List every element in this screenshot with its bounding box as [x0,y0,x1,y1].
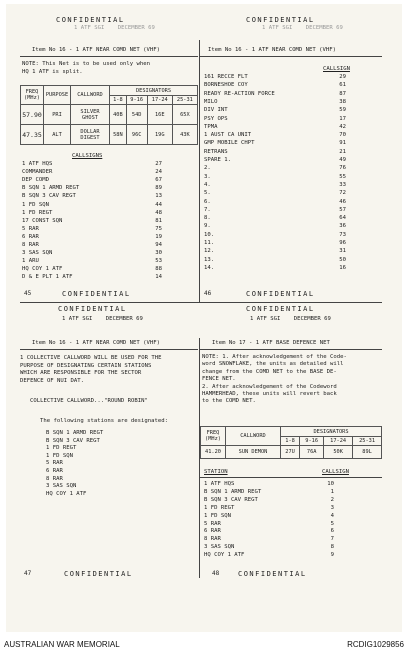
list-item [22,185,162,192]
list-item [204,132,346,139]
list-item [22,177,162,184]
q1-th-designators: DESIGNATORS [110,86,198,96]
callsign-value: 72 [339,190,346,197]
list-item [204,481,334,488]
q4-station-header: STATION [204,469,228,475]
q4-desig-cell: 50K [324,446,353,459]
list-item [204,215,346,222]
station-name: 3 SAS SQN [22,250,53,257]
list-item [204,240,346,247]
list-item: B SQN 1 ARMD REGT [46,430,104,436]
q3-page-number: 47 [24,570,32,577]
q1-freq-cell: 57.90 [21,105,44,125]
q1-desig-cell: 19G [147,125,172,145]
callsign-value: 9 [330,552,334,559]
q4-frequency-table [200,426,382,459]
list-item: HQ COY 1 ATF [46,490,87,497]
q2-footer: CONFIDENTIAL [246,290,315,298]
station-name: B SQN 3 CAV REGT [22,193,76,200]
q2-page-number: 46 [204,290,212,297]
q4-th-d1: 1-8 [281,437,300,446]
q1-th-freq: FREQ (MHz) [21,86,44,105]
note-line: to the COMD NET. [202,398,256,405]
station-name: 7. [204,206,211,213]
note-line: 2. After acknowledgement of the Codeword [202,383,337,390]
callsign-value: 10 [327,481,334,487]
q2-subheader: 1 ATF SGI DECEMBER 69 [262,25,343,31]
q4-th-freq: FREQ (MHz) [201,427,226,446]
list-item [22,193,162,200]
paragraph-line: DEFENCE OF NUI DAT. [20,377,84,384]
list-item [204,190,346,197]
q1-note-line2: HQ 1 ATF is split. [22,69,83,75]
list-item [204,207,346,214]
paragraph-line: 1 COLLECTIVE CALLWORD WILL BE USED FOR THE [20,355,162,361]
note-line: FENCE NET. [202,376,236,383]
callsign-value: 27 [155,161,162,167]
callsign-value: 16 [339,264,346,271]
list-item: 5 RAR [46,460,63,467]
station-name: D & E PLT 1 ATF [22,274,73,281]
callsign-value: 87 [339,90,346,97]
station-name: 6 RAR [22,233,39,240]
paragraph-line: PURPOSE OF DESIGNATING CERTAIN STATIONS [20,362,152,369]
q1-th-d1: 1-8 [110,96,127,105]
callsign-value: 3 [330,504,334,511]
list-item [22,218,162,225]
callsign-value: 5 [330,520,334,527]
q4-callword-cell: SUN DEMON [226,446,281,459]
table-row [201,446,382,459]
list-item [204,248,346,255]
station-name: 161 RECCE FLT [204,74,248,80]
note-line: change from the COMD NET to the BASE DE- [202,368,337,375]
station-name: 1 FD SQN [204,512,231,519]
callsign-value: 64 [339,215,346,222]
station-name: 6. [204,198,211,205]
q4-title-rule [200,349,382,350]
paragraph-line: WHICH ARE RESPONSIBLE FOR THE SECTOR [20,370,142,376]
callsign-value: 24 [155,169,162,176]
list-item [22,242,162,249]
station-name: 5 RAR [204,520,221,527]
list-item: 1 FD SQN [46,452,73,459]
callsign-value: 57 [339,206,346,213]
callsign-value: 42 [339,123,346,130]
callsign-value: 48 [155,209,162,216]
q2-title: Item No 16 - 1 ATF NEAR COMD NET (VHF) [208,47,336,53]
list-item [204,513,334,520]
station-name: B SQN 1 ARMD REGT [22,185,80,192]
q3-footer: CONFIDENTIAL [64,570,133,578]
list-item [22,234,162,241]
station-name: HQ COY 1 ATF [22,266,63,273]
station-name: 5 RAR [22,225,39,232]
callsign-value: 30 [155,250,162,257]
station-name: BORNESHOE COY [204,82,248,89]
station-name: READY RE-ACTION FORCE [204,90,275,97]
station-name: 9. [204,223,211,230]
station-name: 1 ARU [22,258,39,265]
archive-id: RCDIG1029856 [347,640,404,649]
q1-frequency-table [20,85,198,145]
station-name: RETRANS [204,148,228,155]
list-item [204,505,334,512]
q3-collective-callword: COLLECTIVE CALLWORD..."ROUND ROBIN" [30,398,148,404]
station-name: MILO [204,98,218,105]
callsign-value: 59 [339,107,346,114]
q3-subheader: 1 ATF SGI DECEMBER 69 [62,316,143,322]
callsign-value: 67 [155,177,162,184]
callsign-value: 75 [155,225,162,232]
q1-desig-cell: 40B [110,105,127,125]
station-name: 4. [204,181,211,188]
q1-desig-cell: 16E [147,105,172,125]
station-name: 5. [204,190,211,197]
q1-title: Item No 16 - 1 ATF NEAR COMD NET (VHF) [32,47,160,53]
station-name: 8. [204,215,211,222]
station-name: 1 FD SQN [22,201,49,208]
list-item [22,202,162,209]
list-item [204,82,346,89]
callsign-value: 61 [339,82,346,89]
q1-callsigns-header: CALLSIGNS [72,153,103,159]
station-name: 13. [204,256,215,263]
q4-title: Item No 17 - 1 ATF BASE DEFENCE NET [212,340,330,346]
list-item [22,161,162,168]
list-item [204,497,334,504]
q1-note-line1: NOTE: This Net is to be used only when [22,61,150,67]
q1-desig-cell: 43K [172,125,197,145]
callsign-value: 53 [155,258,162,265]
q1-th-d4: 25-31 [172,96,197,105]
callsign-value: 88 [155,266,162,273]
q1-freq-cell: 47.35 [21,125,44,145]
q3-title: Item No 16 - 1 ATF NEAR COMD NET (VHF) [32,340,160,346]
callsign-value: 70 [339,132,346,139]
station-name: 3. [204,173,211,180]
note-line: word SNOWFLAKE, the units as detailed will [202,361,344,368]
q4-th-d4: 25-31 [353,437,382,446]
station-name: 11. [204,240,215,246]
list-item [22,258,162,265]
station-name: 1 ATF HQS [22,161,53,167]
station-name: B SQN 1 ARMD REGT [204,488,262,495]
callsign-value: 46 [339,198,346,205]
q1-subheader: 1 ATF SGI DECEMBER 69 [74,25,155,31]
list-item [204,107,346,114]
q1-th-d3: 17-24 [147,96,172,105]
q2-confidential-header: CONFIDENTIAL [246,16,315,24]
list-item [204,521,334,528]
station-name: DEP COMD [22,177,49,184]
note-line: NOTE: 1. After acknowledgement of the Code- [202,354,347,360]
station-name: 3 SAS SQN [204,544,235,551]
callsign-value: 55 [339,173,346,180]
callsign-value: 91 [339,140,346,147]
list-item [204,265,346,272]
q1-th-purpose: PURPOSE [44,86,71,105]
callsign-value: 81 [155,217,162,224]
q1-th-d2: 9-16 [126,96,147,105]
callsign-value: 33 [339,181,346,188]
archive-credit: AUSTRALIAN WAR MEMORIAL [4,640,120,649]
q1-th-callword: CALLWORD [71,86,110,105]
station-name: 1 AUST CA UNIT [204,132,252,139]
callsign-value: 94 [155,242,162,248]
station-name: SPARE 1. [204,157,231,163]
q4-th-d2: 9-16 [300,437,324,446]
horizontal-divider [20,302,382,303]
callsign-value: 36 [339,223,346,230]
table-row [21,105,198,125]
list-item [204,257,346,264]
list-item [204,552,334,559]
station-name: 8 RAR [204,536,221,543]
q4-page-number: 48 [212,570,220,577]
station-name: 12. [204,248,215,255]
station-name: B SQN 3 CAV REGT [204,496,258,503]
q1-purpose-cell: PRI [44,105,71,125]
q1-confidential-header: CONFIDENTIAL [56,16,125,24]
callsign-value: 19 [155,233,162,240]
list-item [22,274,162,281]
list-item [22,266,162,273]
q4-th-designators: DESIGNATORS [281,427,382,437]
list-item [204,232,346,239]
q3-title-rule [20,349,198,350]
list-item [204,157,346,164]
callsign-value: 76 [339,165,346,172]
callsign-value: 14 [155,274,162,281]
q1-title-rule [20,56,198,57]
list-item: 8 RAR [46,475,63,482]
q4-th-d3: 17-24 [324,437,353,446]
callsign-value: 2 [330,496,334,503]
station-name: 14. [204,264,215,271]
station-name: DIV INT [204,107,228,114]
list-item [22,210,162,217]
q1-desig-cell: 96C [126,125,147,145]
q4-desig-cell: 76A [300,446,324,459]
list-item: 3 SAS SQN [46,483,77,490]
q4-th-callword: CALLWORD [226,427,281,446]
callsign-value: 38 [339,98,346,105]
callsign-value: 21 [339,148,346,155]
q4-footer: CONFIDENTIAL [238,570,307,578]
q4-freq-cell: 41.20 [201,446,226,459]
q1-desig-cell: 58N [110,125,127,145]
station-name: 1 FD REGT [22,209,53,216]
q2-title-rule [200,56,382,57]
station-name: 8 RAR [22,242,39,248]
q4-callsign-header: CALLSIGN [322,469,349,475]
list-item [204,165,346,172]
list-item: B SQN 3 CAV REGT [46,437,100,444]
note-line: HAMMERHEAD, these units will revert back [202,391,337,397]
q1-footer: CONFIDENTIAL [62,290,131,298]
callsign-value: 7 [330,536,334,543]
q4-desig-cell: 27U [281,446,300,459]
list-item [204,91,346,98]
callsign-value: 89 [155,185,162,192]
callsign-value: 96 [339,240,346,246]
vertical-divider [199,40,200,302]
station-name: 2. [204,165,211,172]
station-name: GMP MOBILE CHPT [204,140,255,147]
q4-subheader: 1 ATF SGI DECEMBER 69 [250,316,331,322]
callsign-value: 29 [339,74,346,80]
list-item: 6 RAR [46,468,63,474]
station-name: 1 ATF HQS [204,481,235,487]
list-item [22,169,162,176]
list-item [22,250,162,257]
q2-callsign-header: CALLSIGN [323,66,350,72]
station-name: COMMANDER [22,169,53,176]
callsign-value: 4 [330,512,334,519]
list-item [204,99,346,106]
list-item [204,182,346,189]
q1-purpose-cell: ALT [44,125,71,145]
station-name: 17 CONST SQN [22,217,63,224]
list-item [204,528,334,535]
list-item [204,124,346,131]
callsign-value: 6 [330,528,334,535]
q1-callword-cell: SILVER GHOST [71,105,110,125]
list-item [204,199,346,206]
q4-confidential-header: CONFIDENTIAL [246,305,315,313]
list-item [204,489,334,496]
list-item [204,116,346,123]
list-item [204,544,334,551]
q1-desig-cell: 65X [172,105,197,125]
list-item [204,74,346,81]
list-item [22,226,162,233]
station-name: TPMA [204,123,218,130]
callsign-value: 50 [339,256,346,263]
station-name: HQ COY 1 ATF [204,552,245,559]
callsign-value: 1 [330,488,334,495]
callsign-value: 17 [339,115,346,122]
list-item: 1 FD REGT [46,445,77,452]
callsign-value: 49 [339,157,346,163]
station-name: 10. [204,231,215,238]
table-row [21,125,198,145]
station-name: PSY OPS [204,115,228,122]
q4-station-rule [200,477,382,478]
list-item [204,223,346,230]
list-item [204,140,346,147]
q1-desig-cell: 54D [126,105,147,125]
q1-page-number: 45 [24,290,32,297]
q1-callword-cell: DOLLAR DIGEST [71,125,110,145]
q4-desig-cell: 89L [353,446,382,459]
list-item [204,536,334,543]
station-name: 6 RAR [204,528,221,535]
callsign-value: 44 [155,201,162,208]
callsign-value: 13 [155,193,162,200]
list-item [204,149,346,156]
q3-designated-intro: The following stations are designated: [40,418,168,424]
callsign-value: 31 [339,248,346,255]
callsign-value: 8 [330,544,334,551]
station-name: 1 FD REGT [204,504,235,511]
q3-confidential-header: CONFIDENTIAL [58,305,127,313]
list-item [204,174,346,181]
callsign-value: 73 [339,231,346,238]
